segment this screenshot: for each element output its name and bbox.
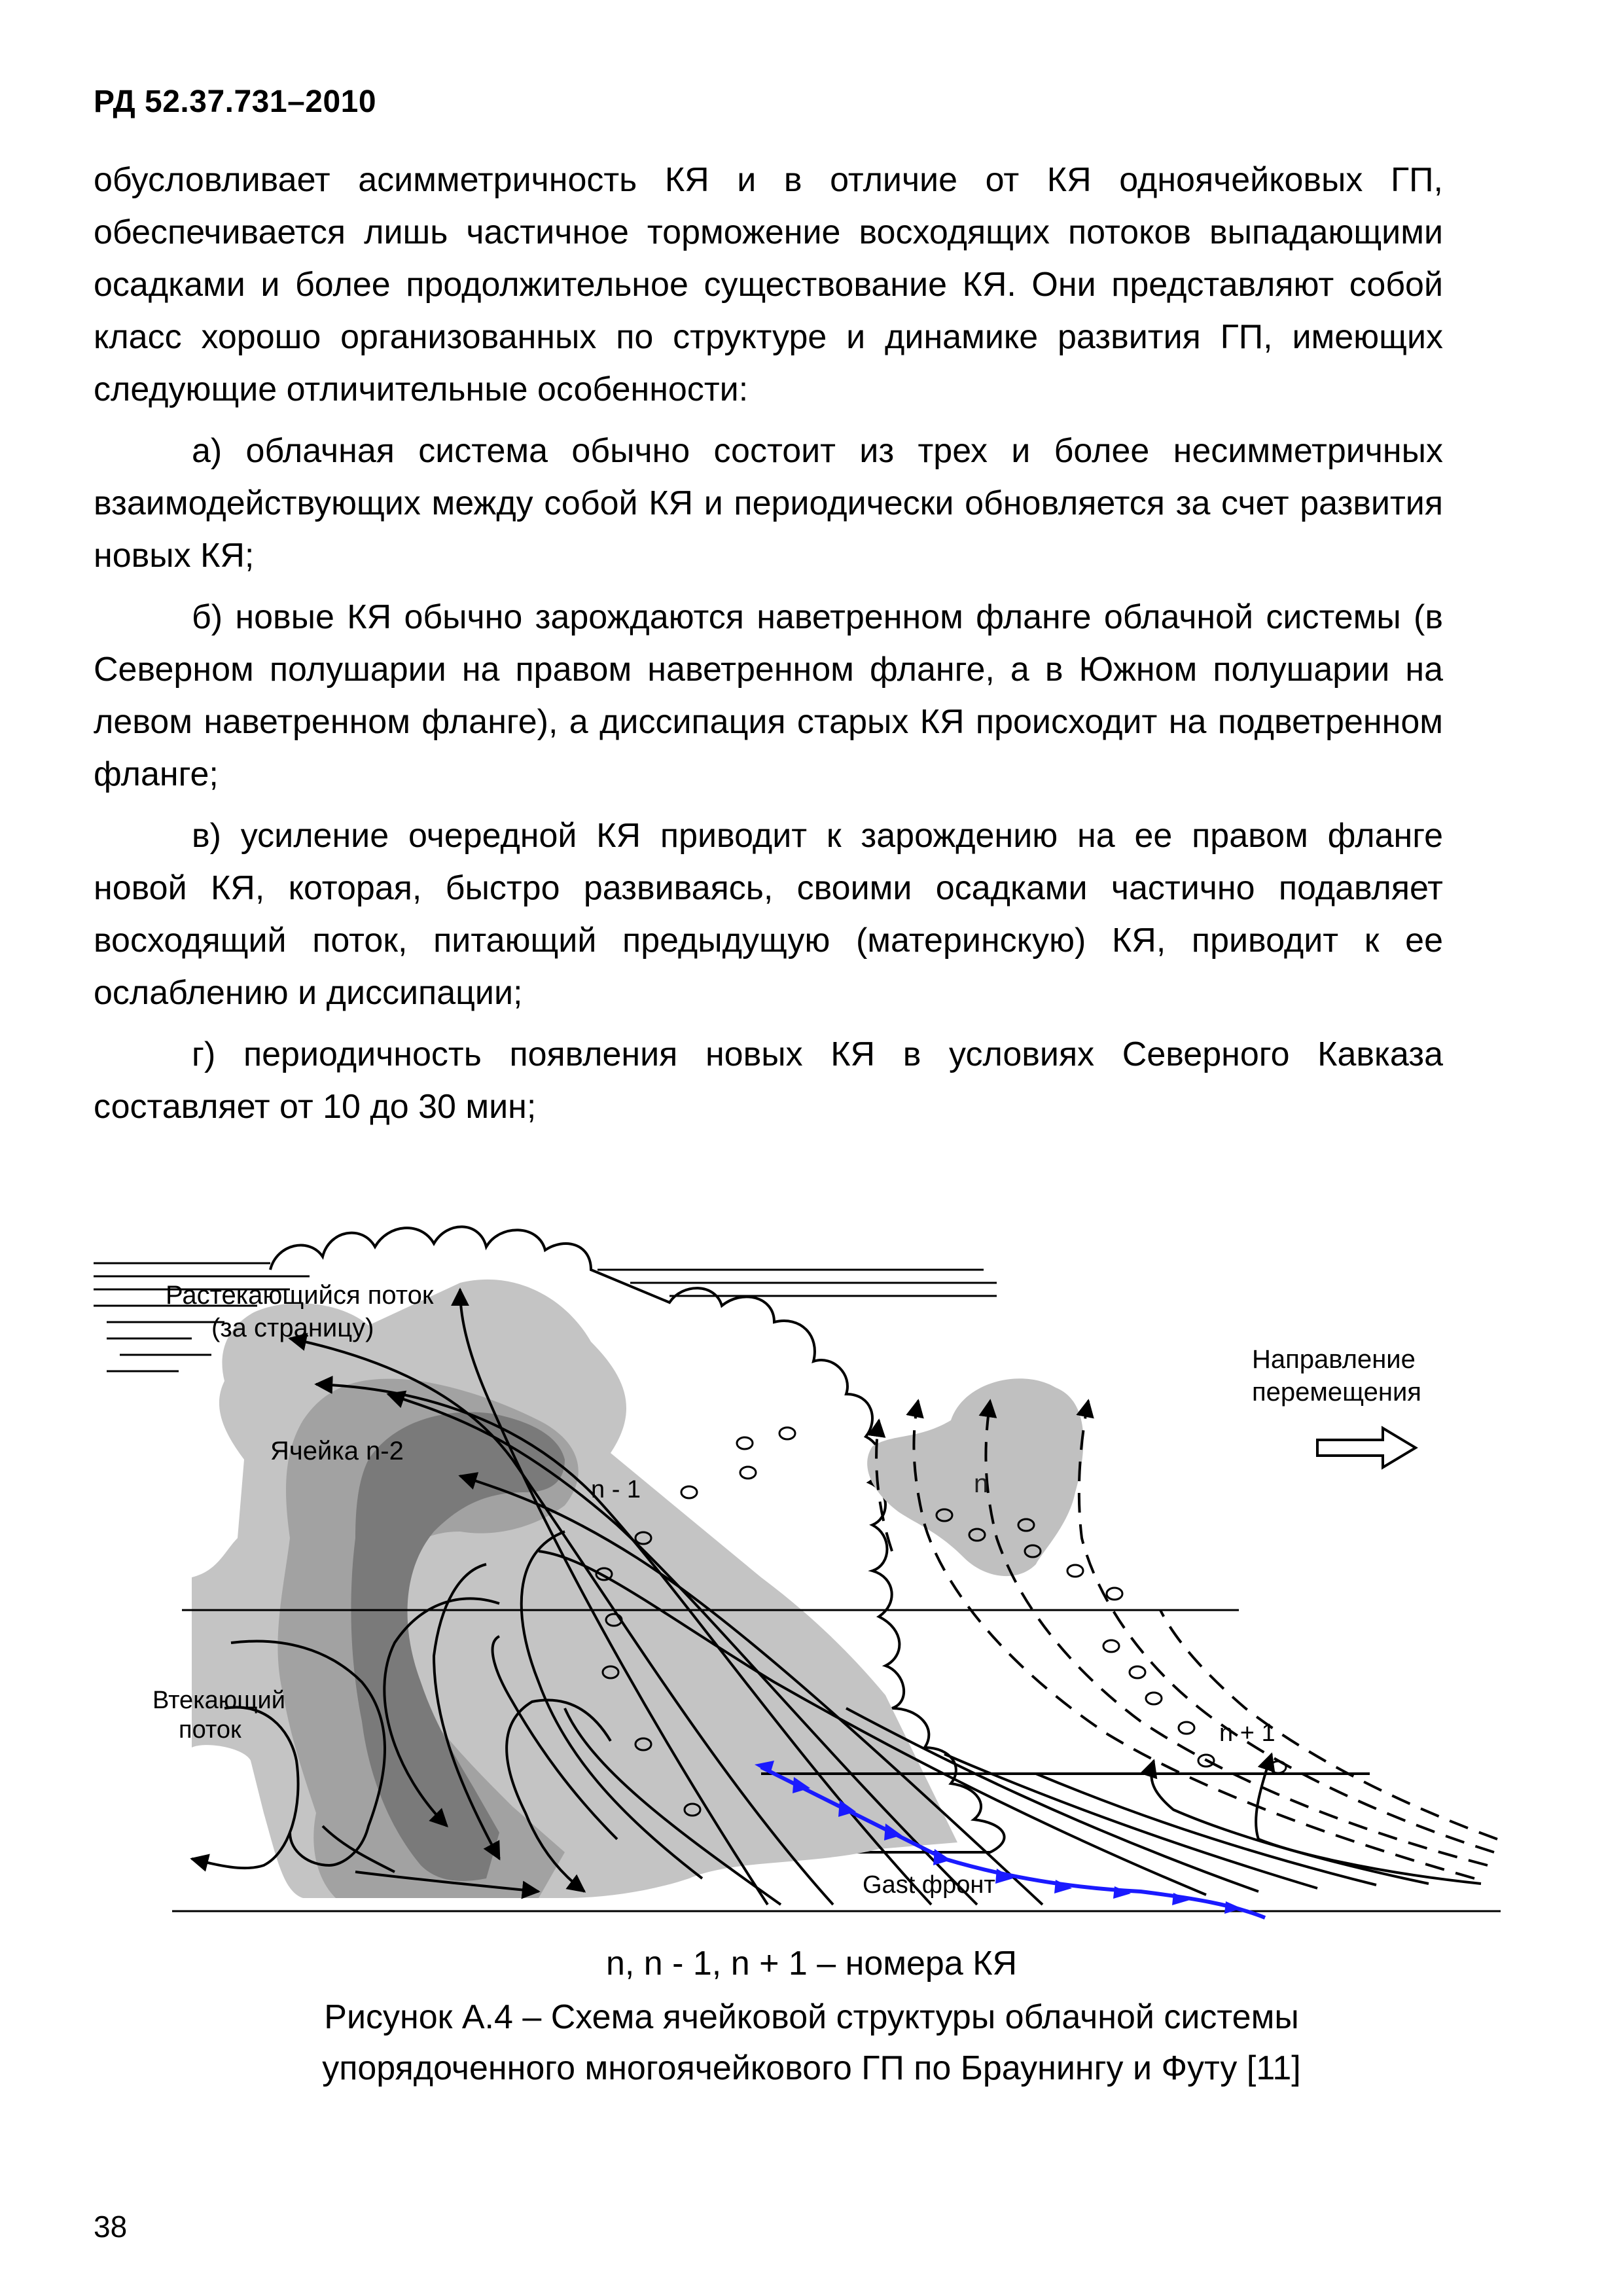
direction-label-line2: перемещения <box>1252 1378 1421 1407</box>
inflow-label-line2: поток <box>179 1716 241 1744</box>
inflow-label-line1: Втекающий <box>152 1687 286 1714</box>
diagram-canvas <box>94 1185 1501 1937</box>
page-number: 38 <box>94 2210 128 2244</box>
gust-front-label: Gast фронт <box>863 1871 995 1899</box>
paragraph-item-c: в) усиление очередной КЯ приводит к зарождению на ее правом фланге новой КЯ, которая, быстро развиваясь, своими осадками частично подавляет восходящий поток, питающий предыдущую (материнскую) КЯ, приводит к ее ослаблению и диссипации; <box>94 817 1443 1012</box>
multicell-storm-diagram <box>94 1185 1501 1937</box>
cell-n-minus-2-label: Ячейка n-2 <box>270 1437 404 1465</box>
paragraph-item-b: б) новые КЯ обычно зарождаются наветренном фланге облачной системы (в Северном полушарии на правом наветренном фланге, а в Южном полушарии на левом наветренном фланге), а диссипация старых КЯ происходит на подветренном фланге; <box>94 598 1443 793</box>
direction-label-line1: Направление <box>1252 1345 1416 1374</box>
outflow-label-line1: Растекающийся поток <box>166 1281 434 1310</box>
paragraph-intro: обусловливает асимметричность КЯ и в отличие от КЯ одноячейковых ГП, обеспечивается лишь частичное торможение восходящих потоков выпадающими осадками и более продолжительное существование КЯ. Они представляют собой класс хорошо организованных по структуре и динамике развития ГП, имеющих следующие отличительные особенности: <box>94 161 1443 408</box>
cell-n-label: n <box>974 1469 989 1498</box>
movement-direction-arrow <box>1317 1428 1416 1467</box>
body-text <box>94 154 1443 1142</box>
outflow-label-line2: (за страницу) <box>211 1314 374 1342</box>
cell-n-plus-1-label: n + 1 <box>1219 1719 1275 1747</box>
paragraph-item-a: а) облачная система обычно состоит из трех и более несимметричных взаимодействующих между собой КЯ и периодически обновляется за счет развития новых КЯ; <box>94 432 1443 575</box>
figure-caption-line2: упорядоченного многоячейкового ГП по Браунингу и Футу [11] <box>322 2049 1301 2087</box>
document-code: РД 52.37.731–2010 <box>94 84 377 119</box>
cell-n-minus-1-label: n - 1 <box>591 1476 641 1503</box>
figure-caption-line1: Рисунок А.4 – Схема ячейковой структуры облачной системы <box>324 1998 1299 2036</box>
paragraph-item-d: г) периодичность появления новых КЯ в условиях Северного Кавказа составляет от 10 до 30 мин; <box>94 1035 1443 1126</box>
figure-legend: n, n - 1, n + 1 – номера КЯ <box>605 1945 1018 1982</box>
